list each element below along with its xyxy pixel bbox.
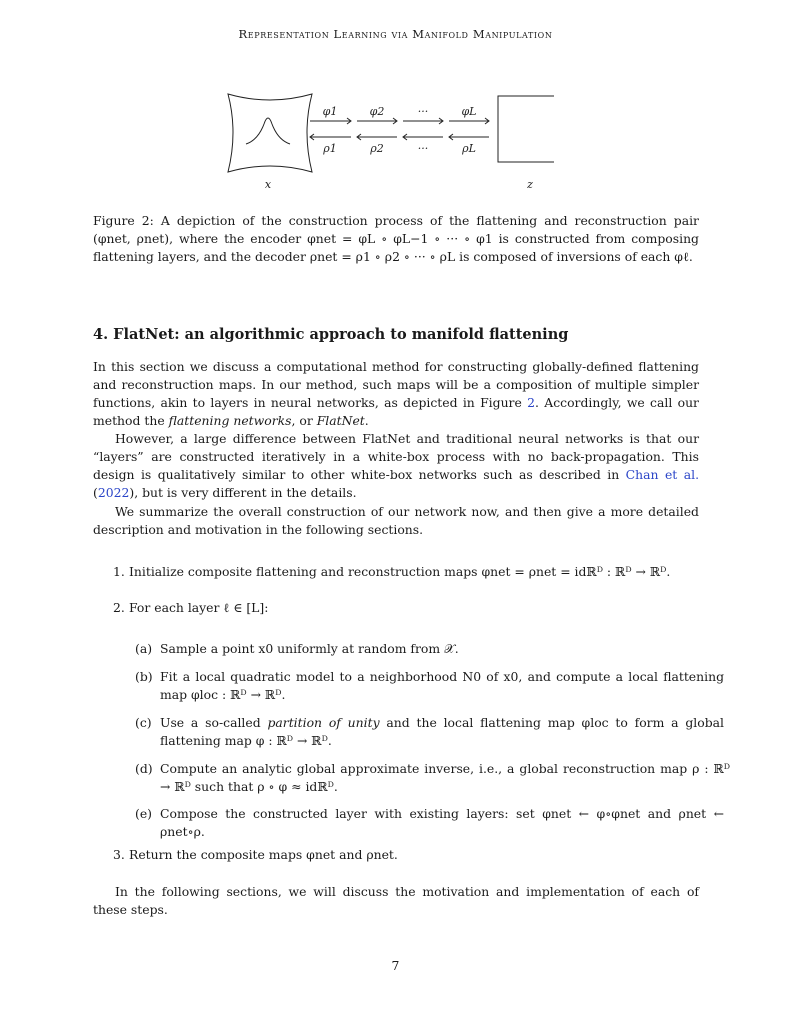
rho-label-3: ··· (417, 142, 429, 155)
step-1-marker: 1. (113, 564, 125, 579)
substep-d-marker: (d) (135, 761, 153, 776)
citation-year-link[interactable]: 2022 (97, 485, 130, 500)
step-3-marker: 3. (113, 847, 125, 862)
p2-text-c: ), but is very different in the details. (129, 485, 357, 500)
backward-arrows (310, 134, 489, 140)
paragraph-4: In the following sections, we will discuss the motivation and implementation of each of these steps. (93, 884, 699, 917)
phi-label-4: φL (461, 105, 477, 118)
caption-label: Figure 2: (93, 213, 154, 228)
substep-a-text: Sample a point x0 uniformly at random from 𝒳. (160, 641, 459, 656)
running-header: Representation Learning via Manifold Manipulation (238, 27, 553, 41)
p2-text-a: However, a large difference between FlatNet and traditional neural networks is that our “layers” are constructed iteratively in a white-box process with no back-propagation. This design is qualitatively similar to other white-box networks such as described in (93, 431, 699, 482)
substep-e (135, 805, 724, 841)
substep-c-emphasis: partition of unity (267, 715, 380, 730)
step-1 (113, 563, 715, 581)
substep-d-text: Compute an analytic global approximate inverse, i.e., a global reconstruction map ρ : ℝᴰ → ℝᴰ such that ρ ∘ φ ≈ idℝᴰ. (160, 761, 730, 794)
step-2 (113, 599, 715, 617)
paragraph-1 (93, 358, 699, 430)
rho-label-1: ρ1 (323, 142, 337, 155)
p1-emphasis-1: flattening networks (168, 413, 292, 428)
substep-b-text: Fit a local quadratic model to a neighborhood N0 of x0, and compute a local flattening map φloc : ℝᴰ → ℝᴰ. (160, 669, 724, 702)
substep-c (135, 714, 724, 750)
figure-2-diagram (224, 88, 554, 198)
step-1-text: Initialize composite flattening and reconstruction maps φnet = ρnet = idℝᴰ : ℝᴰ → ℝᴰ. (129, 564, 671, 579)
phi-label-1: φ1 (322, 105, 338, 118)
substep-b (135, 668, 724, 704)
page-number: 7 (391, 958, 400, 973)
curved-square-shape (228, 94, 312, 172)
substep-c-text-a: Use a so-called (160, 715, 268, 730)
substep-a (135, 640, 724, 658)
step-3 (113, 846, 715, 864)
forward-arrows (310, 118, 489, 124)
substep-d (135, 760, 730, 796)
substep-c-text-b: and the local flattening map φloc to form a global flattening map φ : ℝᴰ → ℝᴰ. (160, 715, 724, 748)
caption-text: A depiction of the construction process of the flattening and reconstruction pair (φnet, ρnet), where the encoder φnet = φL ∘ φL−1 ∘ ··· ∘ φ1 is constructed from composing flattening layers, and the decoder ρnet = ρ1 ∘ ρ2 ∘ ··· ∘ ρL is composed of inversions of each φℓ. (93, 213, 699, 264)
figure-ref-link[interactable]: 2 (527, 395, 535, 410)
z-label: z (527, 178, 533, 191)
p1-text-a: In this section we discuss a computational method for constructing globally-defined flattening and reconstruction maps. In our method, such maps will be a composition of multiple simpler functions, akin to layers in neural networks, as depicted in Figure (93, 359, 699, 410)
rho-label-4: ρL (462, 142, 476, 155)
substep-a-marker: (a) (135, 641, 153, 656)
paragraph-3: We summarize the overall construction of our network now, and then give a more detailed description and motivation in the following sections. (93, 504, 699, 537)
step-2-marker: 2. (113, 600, 125, 615)
substep-e-text: Compose the constructed layer with existing layers: set φnet ← φ∘φnet and ρnet ← ρnet∘ρ. (160, 806, 724, 839)
p1-text-d: . (364, 413, 369, 428)
x-label: x (264, 178, 272, 191)
substep-c-marker: (c) (135, 715, 152, 730)
p2-text-b: ( (93, 485, 98, 500)
paragraph-2 (93, 430, 699, 502)
phi-label-2: φ2 (369, 105, 385, 118)
p1-emphasis-2: FlatNet (316, 413, 365, 428)
phi-label-3: ··· (417, 105, 429, 118)
rho-label-2: ρ2 (370, 142, 384, 155)
section-title: 4. FlatNet: an algorithmic approach to manifold flattening (93, 326, 569, 343)
step-3-text: Return the composite maps φnet and ρnet. (129, 847, 398, 862)
step-2-text: For each layer ℓ ∈ [L]: (129, 600, 269, 615)
flat-square (498, 96, 554, 162)
p1-text-c: , or (291, 413, 317, 428)
citation-link[interactable]: Chan et al. (625, 467, 700, 482)
substep-b-marker: (b) (135, 669, 153, 684)
figure-caption (93, 212, 699, 266)
bump-curve (246, 118, 290, 144)
p1-text-b: . Accordingly, we call our method the (93, 395, 699, 428)
substep-e-marker: (e) (135, 806, 153, 821)
